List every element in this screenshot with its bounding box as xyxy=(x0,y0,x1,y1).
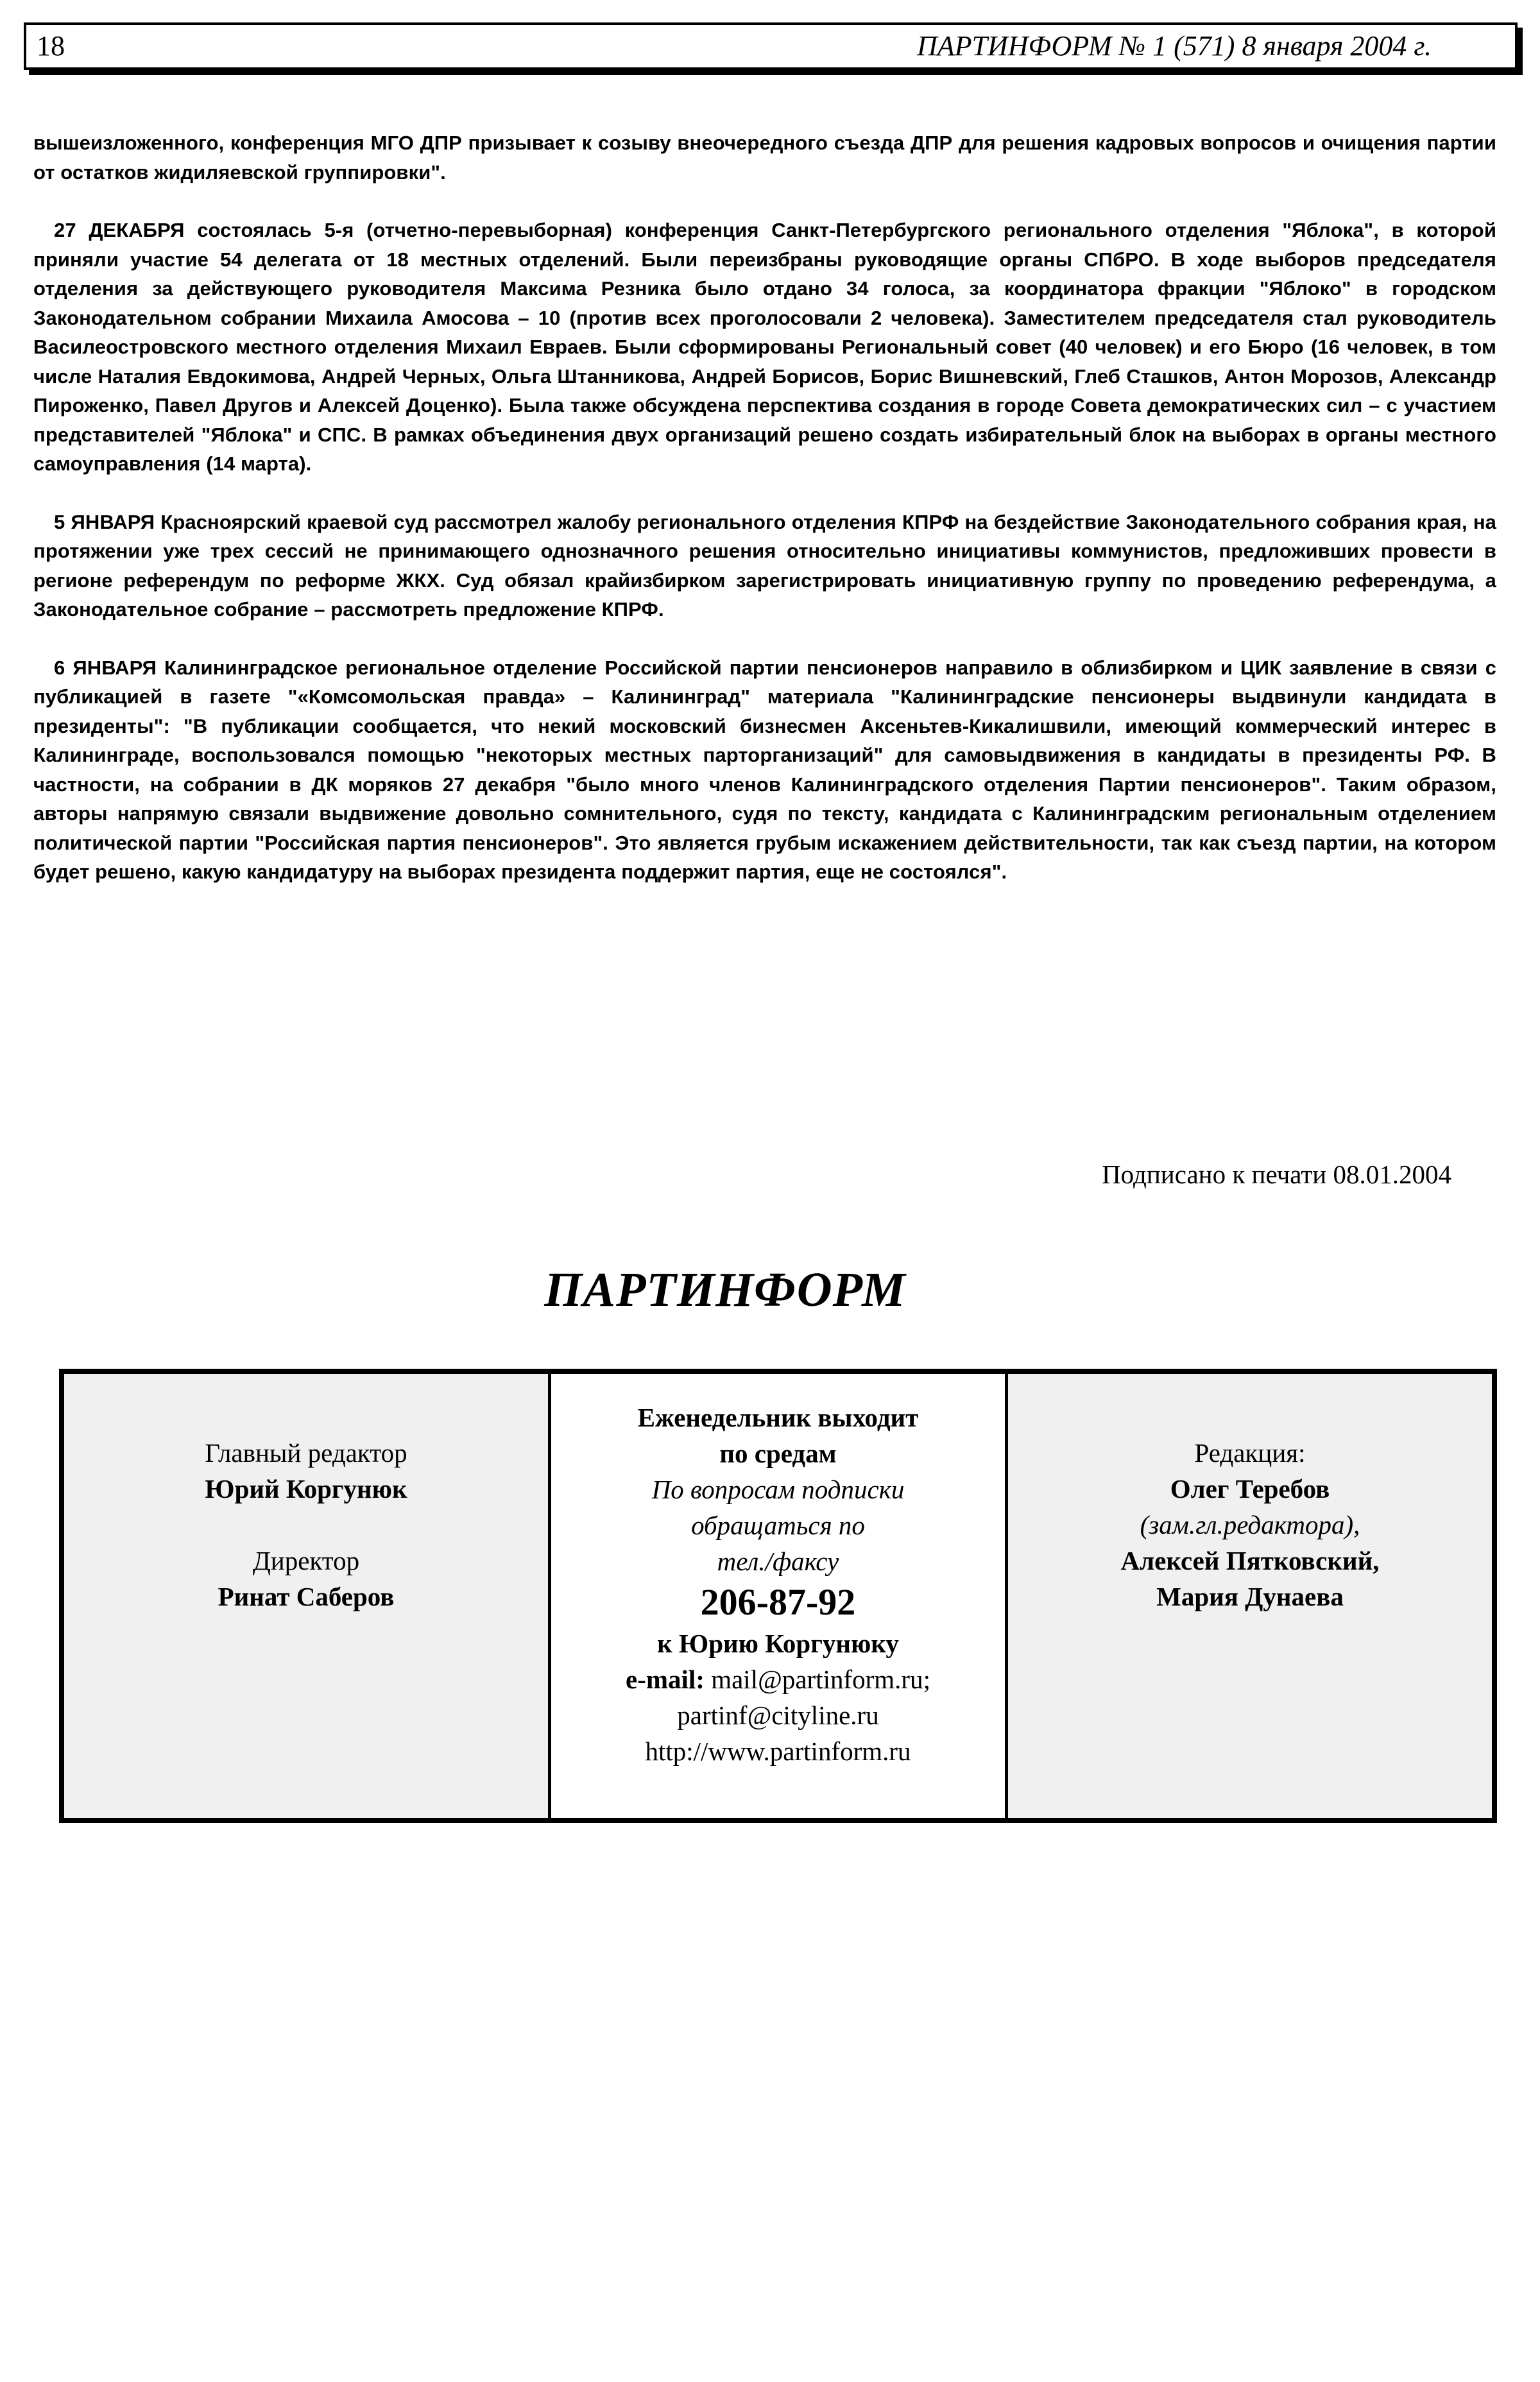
staff-label: Редакция: xyxy=(1194,1438,1306,1468)
article-paragraph xyxy=(33,216,1496,479)
editor-name: Юрий Коргунюк xyxy=(205,1474,407,1504)
email-line xyxy=(626,1661,930,1697)
article-body xyxy=(33,128,1496,916)
subscription-line: По вопросам подписки xyxy=(651,1475,905,1504)
article-paragraph xyxy=(33,128,1496,187)
masthead-title: ПАРТИНФОРМ xyxy=(544,1263,906,1317)
imprint-staff xyxy=(1008,1374,1492,1818)
staff-role: (зам.гл.редактора), xyxy=(1140,1510,1360,1539)
schedule-line: по средам xyxy=(719,1439,837,1468)
article-paragraph xyxy=(33,508,1496,624)
staff-name: Олег Теребов xyxy=(1170,1474,1330,1504)
contact-person: к Юрию Коргунюку xyxy=(657,1629,899,1658)
email-label: e-mail: xyxy=(626,1665,705,1694)
phone-number: 206-87-92 xyxy=(700,1581,856,1623)
subscription-line: обращаться по xyxy=(691,1511,865,1540)
staff-name: Мария Дунаева xyxy=(1156,1582,1344,1611)
subscription-line: тел./факсу xyxy=(717,1547,839,1576)
email-link[interactable]: mail@partinform.ru; xyxy=(704,1665,930,1694)
director-name: Ринат Саберов xyxy=(218,1582,395,1611)
page-number: 18 xyxy=(37,30,65,62)
running-header xyxy=(24,22,1518,70)
article-paragraph xyxy=(33,653,1496,887)
director-role: Директор xyxy=(252,1546,360,1575)
paragraph-text: вышеизложенного, конференция МГО ДПР призывает к созыву внеочередного съезда ДПР для решения кадровых вопросов и очищения партии от остатков жидиляевской группировки". xyxy=(33,132,1496,184)
imprint-table xyxy=(59,1369,1497,1823)
staff-name: Алексей Пятковский, xyxy=(1120,1546,1380,1575)
imprint-editors xyxy=(64,1374,551,1818)
issue-info: ПАРТИНФОРМ № 1 (571) 8 января 2004 г. xyxy=(916,30,1432,62)
paragraph-text: состоялась 5-я (отчетно-перевыборная) конференция Санкт-Петербургского регионального отделения "Яблока", в которой приняли участие 54 делегата от 18 местных отделений. Были переизбраны руководящие органы СПбРО. В ходе выборов председателя отделения за действующего руководителя Максима Резника было отдано 34 голоса, за координатора фракции "Яблоко" в городском Законодательном собрании Михаила Амосова – 10 (против всех проголосовали 2 человека). Заместителем председателя стал руководитель Василеостровского местного отделения Михаил Евраев. Были сформированы Региональный совет (40 человек) и его Бюро (16 человек, в том числе Наталия Евдокимова, Андрей Черных, Ольга Штанникова, Андрей Борисов, Борис Вишневский, Глеб Сташков, Антон Морозов, Александр Пироженко, Павел Другов и Алексей Доценко). Была также обсуждена перспектива создания в городе Совета демократических сил – с участием представителей "Яблока" и СПС. В рамках объединения двух организаций решено создать избирательный блок на выборах в органы местного самоуправления (14 марта). xyxy=(33,219,1496,475)
paragraph-lead: 6 ЯНВАРЯ xyxy=(54,656,157,679)
paragraph-lead: 5 ЯНВАРЯ xyxy=(54,510,155,533)
schedule-line: Еженедельник выходит xyxy=(637,1403,919,1432)
paragraph-text: Калининградское региональное отделение Российской партии пенсионеров направило в облизбирком и ЦИК заявление в связи с публикацией в газете "«Комсомольская правда» – Калининград" материала "Калининградские пенсионеры выдвинули кандидата в президенты": "В публикации сообщается, что некий московский бизнесмен Аксеньтев-Кикалишвили, имеющий коммерческий интерес в Калининграде, воспользовался помощью "некоторых местных парторганизаций" для самовыдвижения в кандидаты в президенты РФ. В частности, на собрании в ДК моряков 27 декабря "было много членов Калининградского отделения Партии пенсионеров". Таким образом, авторы напрямую связали выдвижение довольно сомнительного, судя по тексту, кандидата с Калининградским региональным отделением политической партии "Российская партия пенсионеров". Это является грубым искажением действительности, так как съезд партии, на котором будет решено, какую кандидатуру на выборах президента поддержит партия, еще не состоялся". xyxy=(33,656,1496,883)
email-link[interactable]: partinf@cityline.ru xyxy=(677,1701,879,1730)
signed-for-print: Подписано к печати 08.01.2004 xyxy=(1102,1160,1451,1189)
paragraph-lead: 27 ДЕКАБРЯ xyxy=(54,219,185,241)
paragraph-text: Красноярский краевой суд рассмотрел жалобу регионального отделения КПРФ на бездействие Законодательного собрания края, на протяжении уже трех сессий не принимающего однозначного решения относительно инициативы коммунистов, предложивших провести в регионе референдум по реформе ЖКХ. Суд обязал крайизбирком зарегистрировать инициативную группу по проведению референдума, а Законодательное собрание – рассмотреть предложение КПРФ. xyxy=(33,510,1496,621)
website-link[interactable]: http://www.partinform.ru xyxy=(645,1736,911,1766)
imprint-contacts xyxy=(551,1374,1008,1818)
editor-role: Главный редактор xyxy=(205,1438,407,1468)
